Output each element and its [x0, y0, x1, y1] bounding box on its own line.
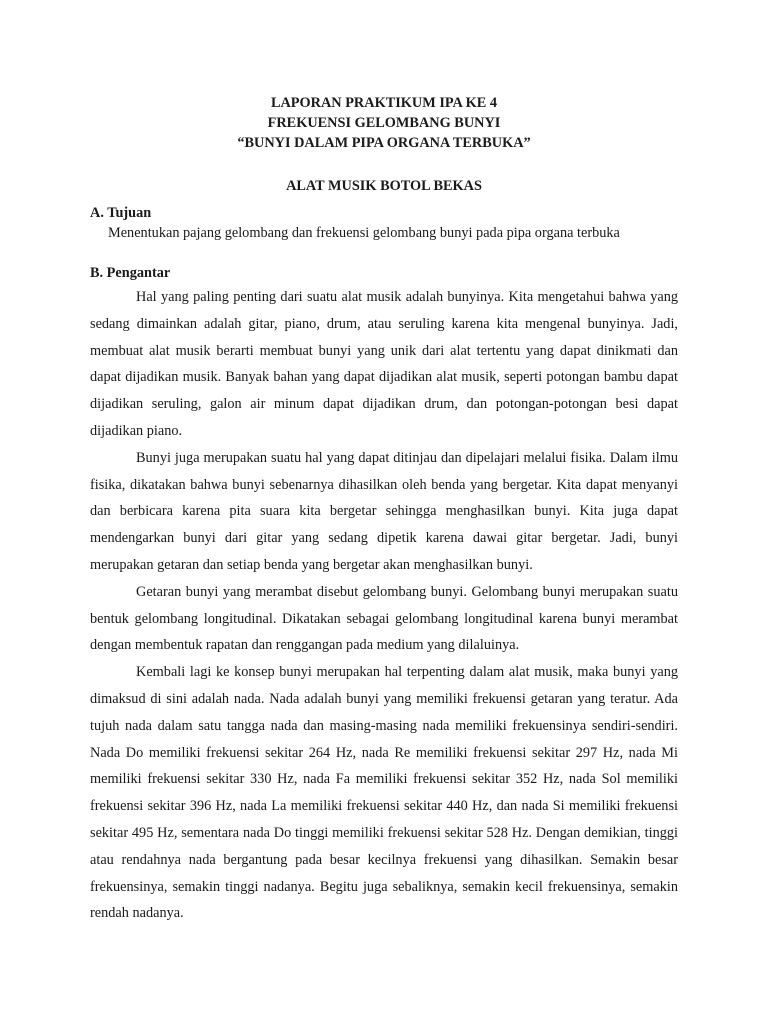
section-a-text: Menentukan pajang gelombang dan frekuensi gelombang bunyi pada pipa organa terbuka: [108, 225, 620, 241]
paragraph-3: Getaran bunyi yang merambat disebut gelombang bunyi. Gelombang bunyi merupakan suatu bentuk gelombang longitudinal. Dikatakan sebagai gelombang longitudinal karena bunyi merambat dengan membentuk rapatan dan renggangan pada medium yang dilaluinya.: [90, 583, 678, 654]
section-b-body: [90, 284, 678, 927]
paragraph-1: Hal yang paling penting dari suatu alat musik adalah bunyinya. Kita mengetahui bahwa yang sedang dimainkan adalah gitar, piano, drum, atau seruling karena kita mengenal bunyinya. Jadi, membuat alat musik berarti membuat bunyi yang unik dari alat tertentu yang dapat dinikmati dan dapat dijadikan musik. Banyak bahan yang dapat dijadikan alat musik, seperti potongan bambu dapat dijadikan seruling, galon air minum dapat dijadikan drum, dan potongan-potongan besi dapat dijadikan piano.: [90, 289, 678, 439]
title-line-1: LAPORAN PRAKTIKUM IPA KE 4: [270, 95, 498, 111]
report-subtitle: ALAT MUSIK BOTOL BEKAS: [286, 178, 482, 194]
paragraph-2: Bunyi juga merupakan suatu hal yang dapat ditinjau dan dipelajari melalui fisika. Dalam ilmu fisika, dikatakan bahwa bunyi sebenarnya dihasilkan oleh benda yang bergetar. Kita dapat menyanyi dan berbicara karena pita suara kita bergetar sehingga menghasilkan bunyi. Kita juga dapat mendengarkan bunyi dari gitar yang sedang dipetik karena dawai gitar bergetar. Jadi, bunyi merupakan getaran dan setiap benda yang bergetar akan menghasilkan bunyi.: [90, 449, 678, 573]
section-b-heading: B. Pengantar: [90, 265, 171, 281]
paragraph-4: Kembali lagi ke konsep bunyi merupakan hal terpenting dalam alat musik, maka bunyi yang dimaksud di sini adalah nada. Nada adalah bunyi yang memiliki frekuensi getaran yang teratur. Ada tujuh nada dalam satu tangga nada dan masing-masing nada memiliki frekuensinya sendiri-sendiri. Nada Do memiliki frekuensi sekitar 264 Hz, nada Re memiliki frekuensi sekitar 297 Hz, nada Mi memiliki frekuensi sekitar 330 Hz, nada Fa memiliki frekuensi sekitar 352 Hz, nada Sol memiliki frekuensi sekitar 396 Hz, nada La memiliki frekuensi sekitar 440 Hz, dan nada Si memiliki frekuensi sekitar 495 Hz, sementara nada Do tinggi memiliki frekuensi sekitar 528 Hz. Dengan demikian, tinggi atau rendahnya nada bergantung pada besar kecilnya frekuensi yang dihasilkan. Semakin besar frekuensinya, semakin tinggi nadanya. Begitu juga sebaliknya, semakin kecil frekuensinya, semakin rendah nadanya.: [90, 664, 678, 922]
title-line-2: FREKUENSI GELOMBANG BUNYI: [267, 115, 501, 131]
report-title: [0, 93, 768, 153]
title-line-3: “BUNYI DALAM PIPA ORGANA TERBUKA”: [237, 135, 531, 151]
section-a-heading: A. Tujuan: [90, 205, 152, 221]
